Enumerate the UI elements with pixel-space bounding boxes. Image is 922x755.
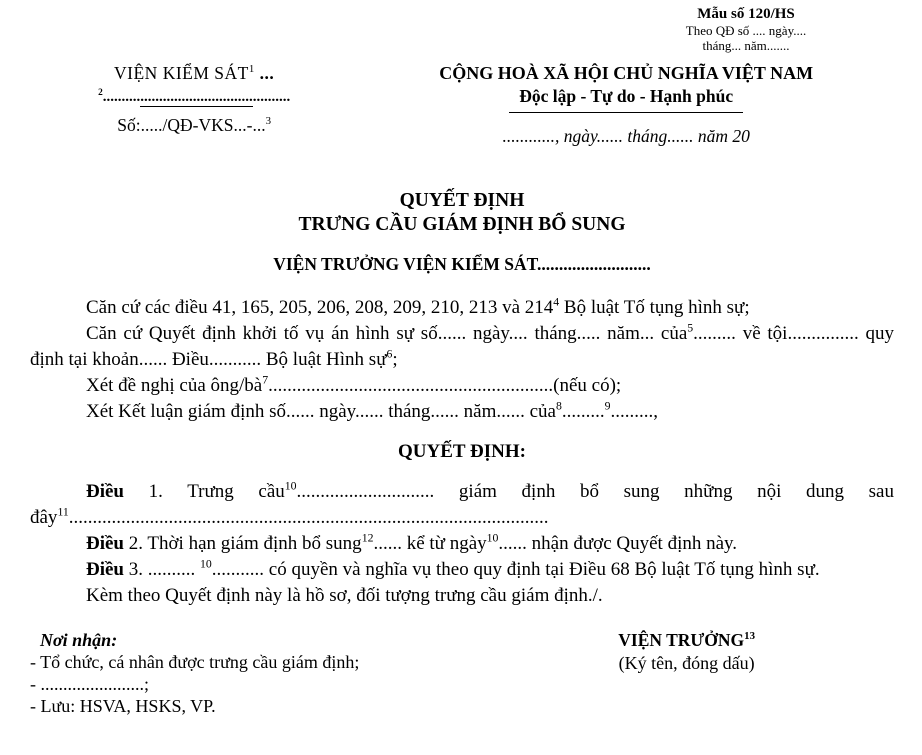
place-date-line: ............, ngày...... tháng...... năm 20: [502, 126, 750, 146]
form-number: Mẫu số 120/HS: [697, 6, 795, 22]
recipients-block: [30, 629, 479, 717]
form-tag: [646, 5, 846, 53]
signature-note: (Ký tên, đóng dấu): [618, 653, 755, 673]
article-2: Điều 2. Thời hạn giám định bổ sung$^{12}$...... kể từ ngày$^{10}$...... nhận được Quyết định này.: [86, 531, 738, 554]
article-3: Điều 3. .......... $^{10}$........... có quyền và nghĩa vụ theo quy định tại Điều 68 Bộ luật Tố tụng hình sự.: [86, 557, 820, 580]
document-body: [30, 295, 894, 609]
document-header: [30, 61, 894, 147]
decision-heading: QUYẾT ĐỊNH:: [398, 441, 526, 462]
issuer-heading: VIỆN TRƯỞNG VIỆN KIỂM SÁT..........................: [273, 254, 651, 274]
document-title: [30, 189, 894, 237]
signature-block: [479, 629, 894, 675]
attachment-note: Kèm theo Quyết định này là hồ sơ, đối tượng trưng cầu giám định./.: [86, 585, 603, 606]
document-number: Số:...../QĐ-VKS...-...$^3$: [117, 115, 271, 135]
legal-basis-paragraph-4: Xét Kết luận giám định số...... ngày...... tháng...... năm...... của$^8$.........$^9$.........,: [86, 399, 659, 422]
legal-basis-paragraph-1: Căn cứ các điều 41, 165, 205, 206, 208, 209, 210, 213 và $214^4$ Bộ luật Tố tụng hình sự;: [86, 295, 750, 318]
legal-basis-paragraph-3: Xét đề nghị của ông/$bà^7............................................................(nếu$ có);: [86, 373, 622, 396]
recipients-label: Nơi nhận:: [40, 630, 118, 650]
national-motto: Độc lập - Tự do - Hạnh phúc: [509, 85, 743, 113]
legal-basis-paragraph-2: Căn cứ Quyết định khởi tố vụ án hình sự số...... ngày.... tháng..... năm... của$^5$......... về tội............... quy định tại khoản...... Điều........... Bộ luật Hình sự$^6$;: [30, 321, 894, 370]
national-header-block: [358, 61, 894, 147]
agency-name: VIỆN KIỂM SÁT$^1$ ...: [114, 63, 275, 83]
document-title-line2: TRƯNG CẦU GIÁM ĐỊNH BỔ SUNG: [298, 214, 626, 235]
form-ref-line-1: Theo QĐ số .... ngày....: [685, 23, 807, 38]
form-ref-line-2: tháng... năm.......: [702, 38, 790, 53]
recipient-item: - Lưu: HSVA, HSKS, VP.: [30, 696, 216, 716]
signature-title: VIỆN TRƯỞNG$^{13}$: [618, 630, 756, 650]
issuing-agency-block: [30, 61, 358, 147]
national-title: CỘNG HOÀ XÃ HỘI CHỦ NGHĨA VIỆT NAM: [439, 63, 814, 83]
document-title-line1: QUYẾT ĐỊNH: [399, 190, 525, 211]
document-footer: [30, 629, 894, 717]
recipient-item: - .......................;: [30, 674, 149, 694]
article-1: Điều 1. Trưng cầu$^{10}$............................. giám định bổ sung những nội dung sau đây$^{11}$.....................................................................................................: [30, 479, 894, 528]
agency-fill-line: $^2$..................................................: [98, 88, 291, 105]
recipient-item: - Tổ chức, cá nhân được trưng cầu giám định;: [30, 652, 360, 672]
